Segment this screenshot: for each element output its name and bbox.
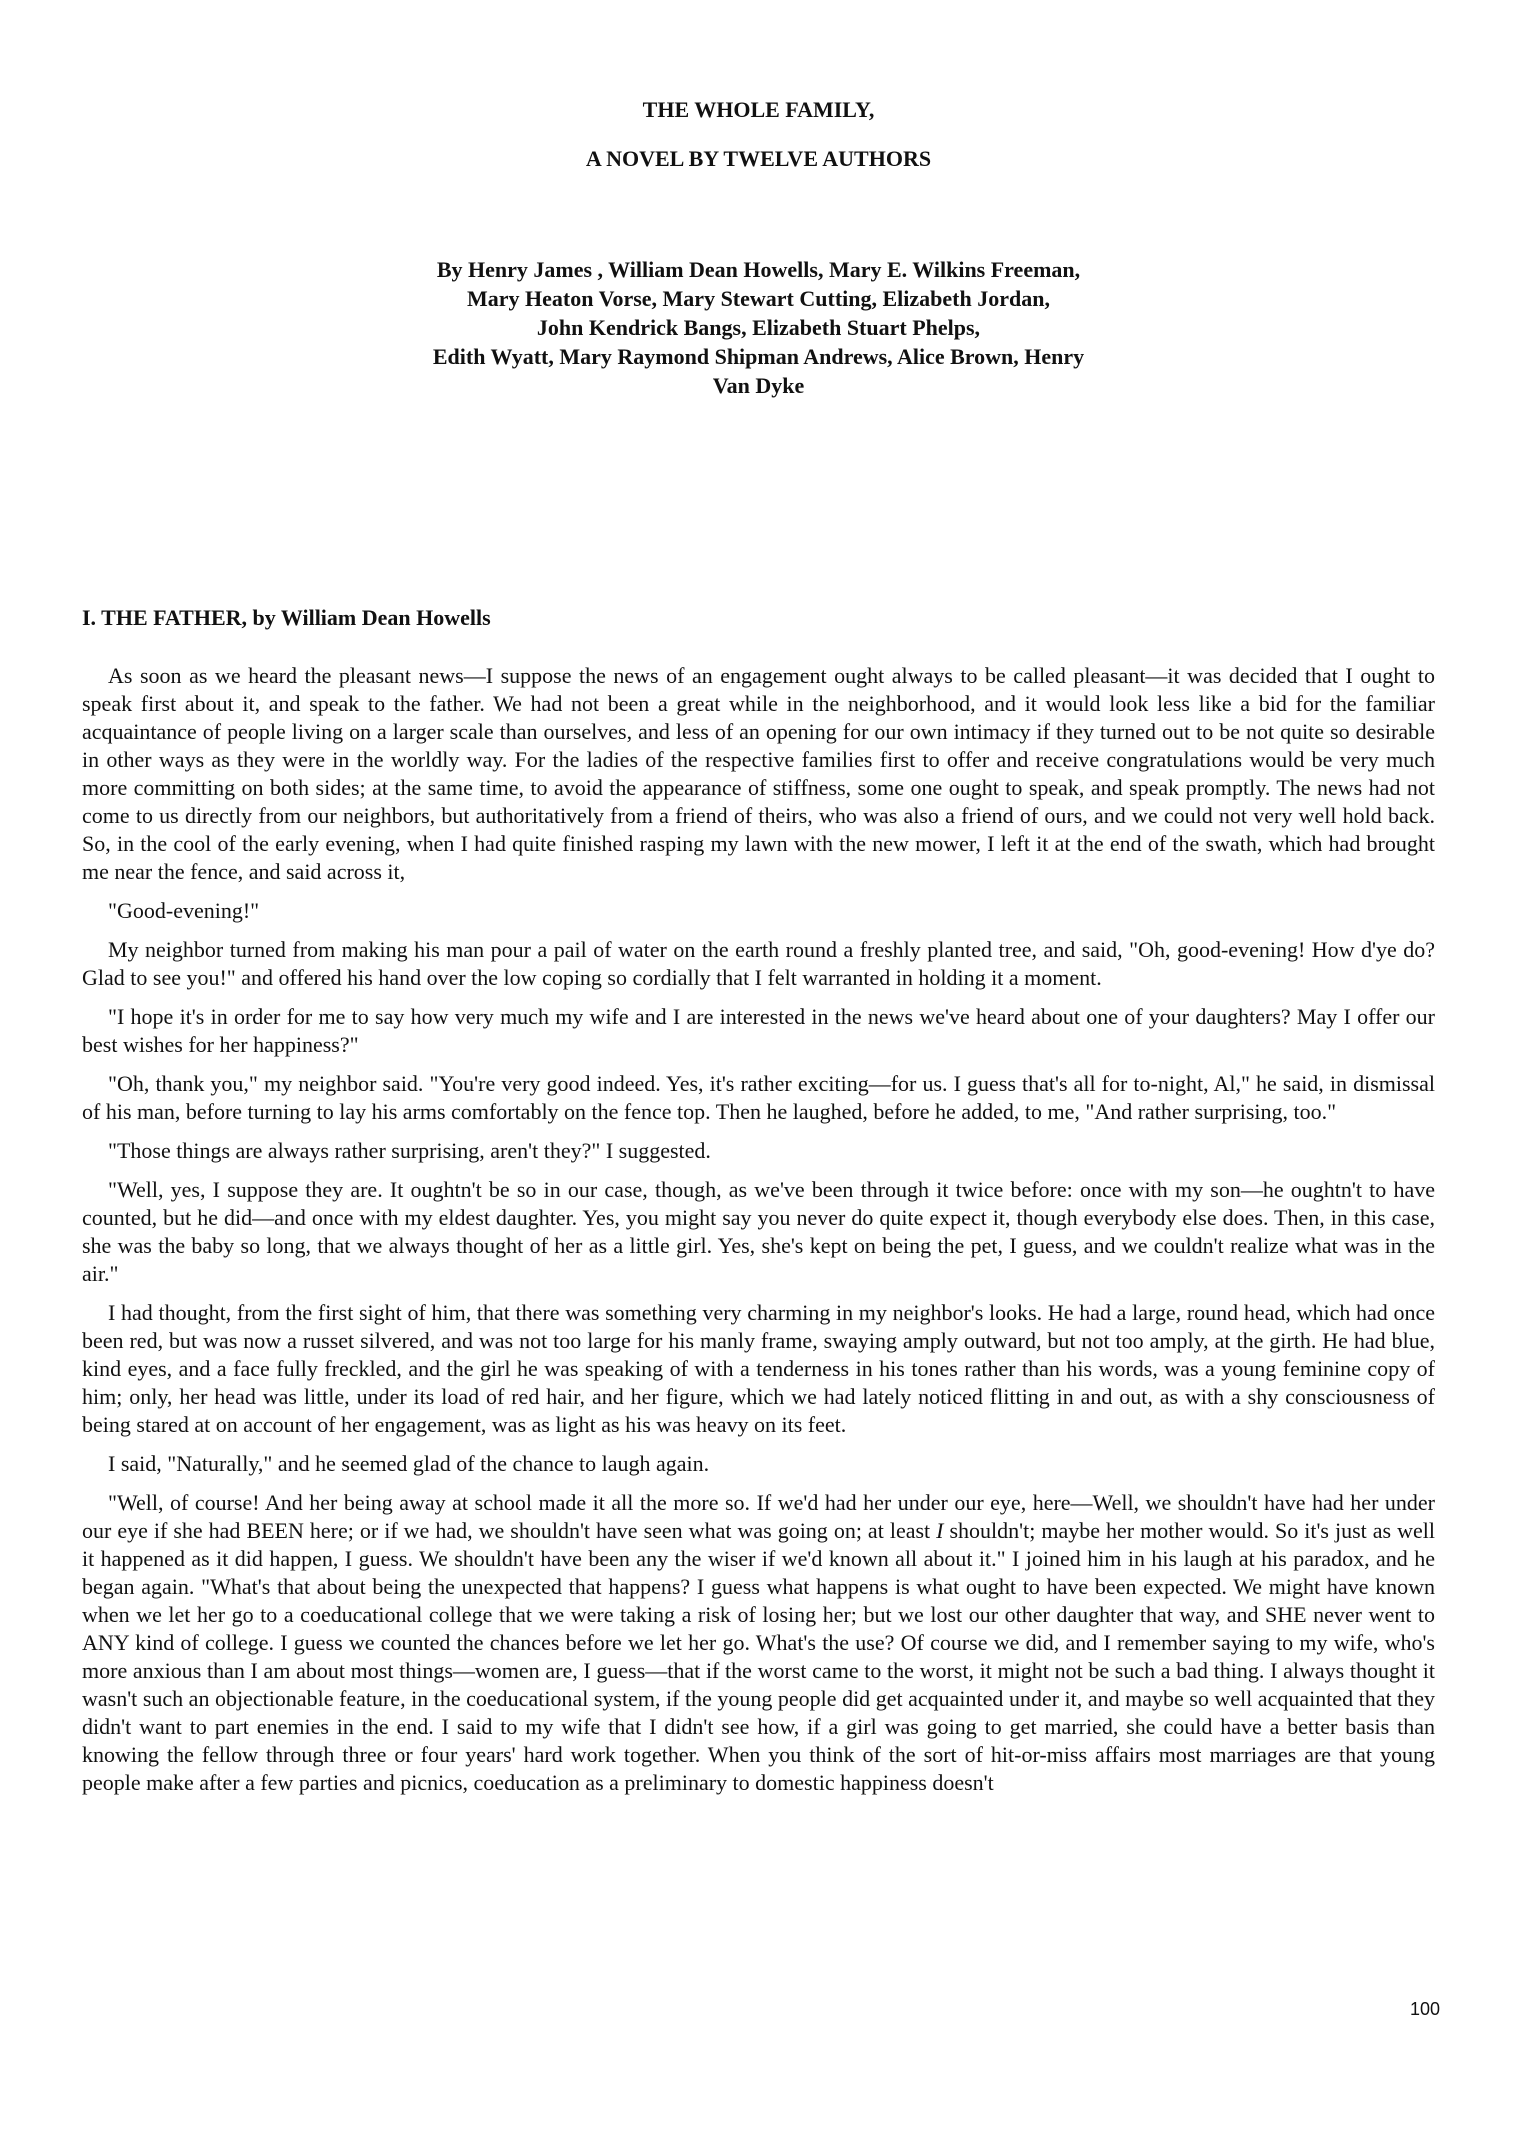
paragraph-text: "Well, of course! And her being away at school made it all the more so. If we'd had her under our eye, here—Well, we shouldn't have had her under our eye if she had BEEN here; or if we had, we shouldn't have seen what was going on; at least — [82, 1490, 1435, 1543]
page-number: 100 — [1409, 1999, 1440, 2019]
author-list — [300, 255, 1217, 400]
author-line: Edith Wyatt, Mary Raymond Shipman Andrews, Alice Brown, Henry — [432, 344, 1085, 369]
author-line: John Kendrick Bangs, Elizabeth Stuart Phelps, — [536, 315, 981, 340]
paragraph: As soon as we heard the pleasant news—I suppose the news of an engagement ought always to be called pleasant—it was decided that I ought to speak first about it, and speak to the father. We had not been a great while in the neighborhood, and it would look less like a bid for the familiar acquaintance of people living on a larger scale than ourselves, and less of an opening for our own intimacy if they turned out to be not quite so desirable in other ways as they were in the worldly way. For the ladies of the respective families first to offer and receive congratulations would be very much more committing on both sides; at the same time, to avoid the appearance of stiffness, some one ought to speak, and speak promptly. The news had not come to us directly from our neighbors, but authoritatively from a friend of theirs, who was also a friend of ours, and we could not very well hold back. So, in the cool of the early evening, when I had quite finished rasping my lawn with the new mower, I left it at the end of the swath, which had brought me near the fence, and said across it, — [82, 663, 1435, 884]
paragraph: "Well, yes, I suppose they are. It oughtn't be so in our case, though, as we've been through it twice before: once with my son—he oughtn't to have counted, but he did—and once with my eldest daughter. Yes, you might say you never do quite expect it, though everybody else does. Then, in this case, she was the baby so long, that we always thought of her as a little girl. Yes, she's kept on being the pet, I guess, and we couldn't realize what was in the air." — [82, 1177, 1435, 1286]
paragraph: "Oh, thank you," my neighbor said. "You're very good indeed. Yes, it's rather exciting—for us. I guess that's all for to-night, Al," he said, in dismissal of his man, before turning to lay his arms comfortably on the fence top. Then he laughed, before he added, to me, "And rather surprising, too." — [82, 1071, 1435, 1124]
paragraph: "Those things are always rather surprising, aren't they?" I suggested. — [108, 1138, 711, 1163]
author-line: Van Dyke — [712, 373, 805, 398]
paragraph-text: shouldn't; maybe her mother would. So it's just as well it happened as it did happen, I guess. We shouldn't have been any the wiser if we'd known all about it." I joined him in his laugh at his paradox, and he began again. "What's that about being the unexpected that happens? I guess what happens is what ought to have been expected. We might have known when we let her go to a coeducational college that we were taking a risk of losing her; but we lost our other daughter that way, and SHE never went to ANY kind of college. I guess we counted the chances before we let her go. What's the use? Of course we did, and I remember saying to my wife, who's more anxious than I am about most things—women are, I guess—that if the worst came to the worst, it might not be such a bad thing. I always thought it wasn't such an objectionable feature, in the coeducational system, if the young people did get acquainted under it, and maybe so well acquainted that they didn't want to part enemies in the end. I said to my wife that I didn't see how, if a girl was going to get married, she could have a better basis than knowing the fellow through three or four years' hard work together. When you think of the sort of hit-or-miss affairs most marriages are that young people make after a few parties and picnics, coeducation as a preliminary to domestic happiness doesn't — [82, 1518, 1435, 1795]
paragraph: I said, "Naturally," and he seemed glad of the chance to laugh again. — [108, 1451, 710, 1476]
chapter-heading: I. THE FATHER, by William Dean Howells — [82, 605, 491, 630]
book-subtitle: A NOVEL BY TWELVE AUTHORS — [585, 146, 932, 171]
paragraph: "Good-evening!" — [108, 898, 260, 923]
italic-word: I — [936, 1518, 944, 1543]
author-line: Mary Heaton Vorse, Mary Stewart Cutting, Elizabeth Jordan, — [467, 286, 1050, 311]
paragraph: My neighbor turned from making his man pour a pail of water on the earth round a freshly planted tree, and said, "Oh, good-evening! How d'ye do? Glad to see you!" and offered his hand over the low coping so cordially that I felt warranted in holding it a moment. — [82, 937, 1435, 990]
paragraph: I had thought, from the first sight of him, that there was something very charming in my neighbor's looks. He had a large, round head, which had once been red, but was now a russet silvered, and was not too large for his manly frame, swaying amply outward, but not too amply, at the girth. He had blue, kind eyes, and a face fully freckled, and the girl he was speaking of with a tenderness in his tones rather than his words, was a young feminine copy of him; only, her head was little, under its load of red hair, and her figure, which we had lately noticed flitting in and out, as with a shy consciousness of being stared at on account of her engagement, was as light as his was heavy on its feet. — [82, 1300, 1435, 1437]
chapter-body — [82, 662, 1435, 1808]
paragraph-last — [82, 1489, 1435, 1797]
author-line: By Henry James , William Dean Howells, Mary E. Wilkins Freeman, — [436, 257, 1081, 282]
book-title: THE WHOLE FAMILY, — [642, 97, 875, 122]
paragraph: "I hope it's in order for me to say how very much my wife and I are interested in the news we've heard about one of your daughters? May I offer our best wishes for her happiness?" — [82, 1004, 1435, 1057]
